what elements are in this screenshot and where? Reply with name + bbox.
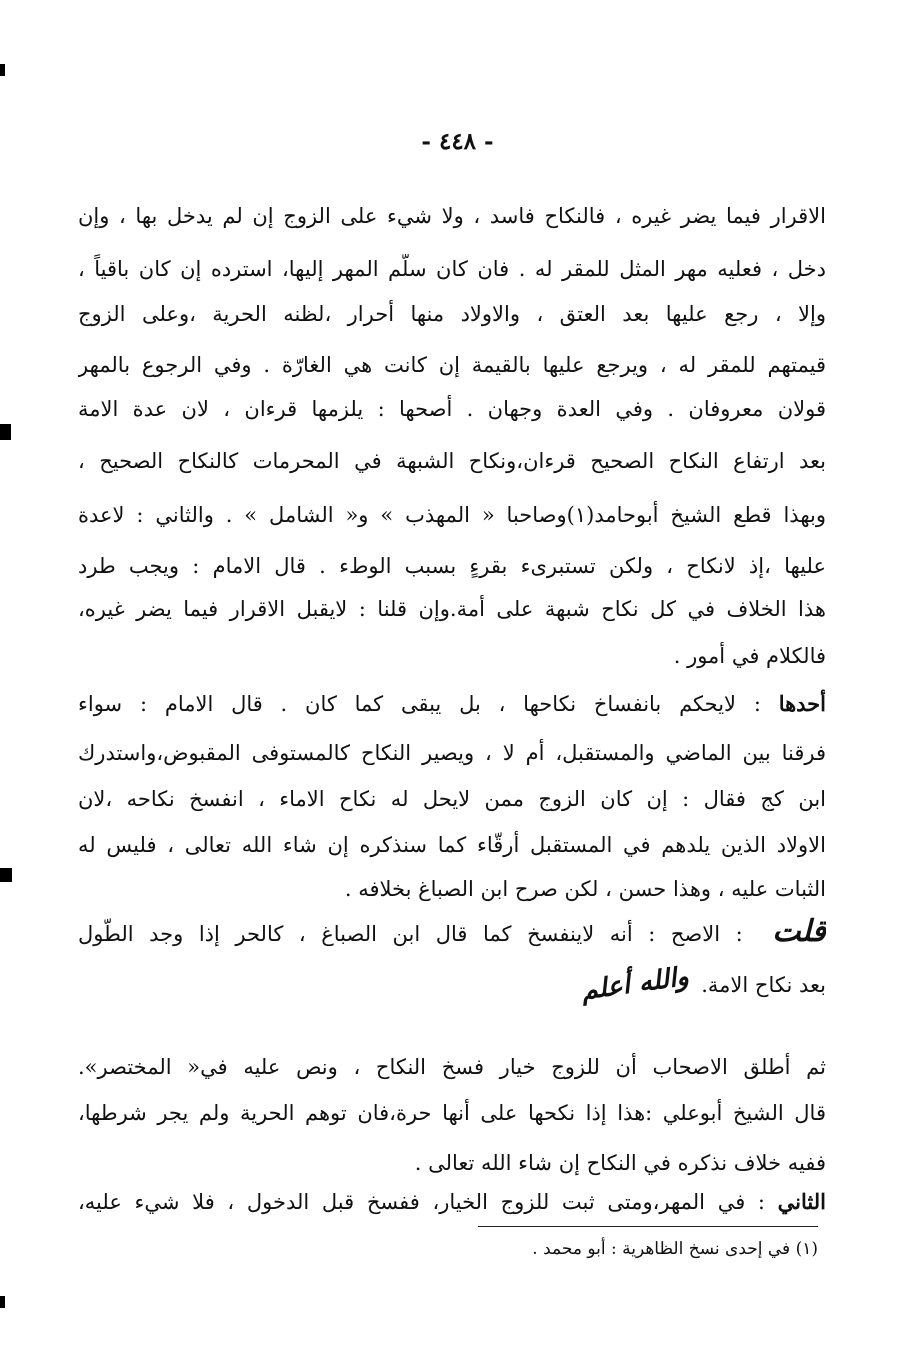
text-line: فالكلام في أمور . (673, 644, 826, 668)
text-line: وإلا ، رجع عليها بعد العتق ، والاولاد منها أحرار ،لظنه الحرية ،وعلى الزوج (78, 302, 826, 326)
text-line: بعد ارتفاع النكاح الصحيح قرءان،ونكاح الشبهة في المحرمات كالنكاح الصحيح ، (78, 449, 826, 473)
text-line: فرقنا بين الماضي والمستقبل، أم لا ، ويصير النكاح كالمستوفى المقبوض،واستدرك (78, 741, 826, 765)
text-span: : لايحكم بانفساخ نكاحها ، بل يبقى كما كان . قال الامام : سواء (78, 692, 779, 716)
paragraph-lead: أحدها (778, 691, 826, 716)
qult-heading: قلت (772, 914, 826, 949)
text-line (78, 1187, 826, 1217)
text-line: ثم أطلق الاصحاب أن للزوج خيار فسخ النكاح ، ونص عليه في« المختصر». (78, 1055, 826, 1079)
scan-mark (0, 424, 11, 440)
paragraph-lead: الثاني (777, 1189, 826, 1214)
footnote-divider (478, 1226, 818, 1227)
footnote: (١) في إحدى نسخ الظاهرية : أبو محمد . (532, 1239, 818, 1259)
text-line: ففيه خلاف نذكره في النكاح إن شاء الله تعالى . (414, 1151, 826, 1175)
scan-mark (0, 64, 5, 76)
text-line: هذا الخلاف في كل نكاح شبهة على أمة.وإن قلنا : لايقبل الاقرار فيما يضر غيره، (78, 597, 826, 621)
text-line: وبهذا قطع الشيخ أبوحامد(١)وصاحبا « المهذب » و« الشامل » . والثاني : لاعدة (78, 503, 826, 527)
text-line: قيمتهم للمقر له ، ويرجع عليها بالقيمة إن كانت هي الغارّة . وفي الرجوع بالمهر (78, 353, 826, 377)
page-number: - ٤٤٨ - (421, 128, 494, 155)
text-line (78, 912, 826, 954)
closing-formula: والله أعلم (579, 962, 691, 1007)
text-span: بعد نكاح الامة. (701, 973, 826, 997)
text-line (78, 962, 826, 1007)
text-line: الاقرار فيما يضر غيره ، فالنكاح فاسد ، ولا شيء على الزوج إن لم يدخل بها ، وإن (78, 204, 826, 228)
text-line: عليها ،إذ لانكاح ، ولكن تستبرىء بقرءٍ بسبب الوطء . قال الامام : ويجب طرد (78, 554, 826, 578)
text-line: قولان معروفان . وفي العدة وجهان . أصحها : يلزمها قرءان ، لان عدة الامة (78, 397, 826, 421)
scan-mark (0, 1296, 5, 1308)
text-line (78, 689, 826, 719)
text-line: ابن كج فقال : إن كان الزوج ممن لايحل له نكاح الاماء ، انفسخ نكاحه ،لان (78, 787, 826, 811)
scan-mark (0, 868, 12, 882)
text-line: قال الشيخ أبوعلي :هذا إذا نكحها على أنها حرة،فان توهم الحرية ولم يجر شرطها، (78, 1101, 826, 1125)
text-line: الثبات عليه ، وهذا حسن ، لكن صرح ابن الصباغ بخلافه . (344, 877, 826, 901)
text-line: الاولاد الذين يلدهم في المستقبل أرقّاء كما سنذكره إن شاء الله تعالى ، فليس له (78, 833, 826, 857)
text-span: : في المهر،ومتى ثبت للزوج الخيار، ففسخ قبل الدخول ، فلا شيء عليه، (78, 1190, 778, 1214)
text-line: دخل ، فعليه مهر المثل للمقر له . فان كان سلّم المهر إليها، استرده إن كان باقياً ، (78, 257, 826, 281)
text-span: : الاصح : أنه لاينفسخ كما قال ابن الصباغ ، كالحر إذا وجد الطّول (78, 922, 759, 946)
